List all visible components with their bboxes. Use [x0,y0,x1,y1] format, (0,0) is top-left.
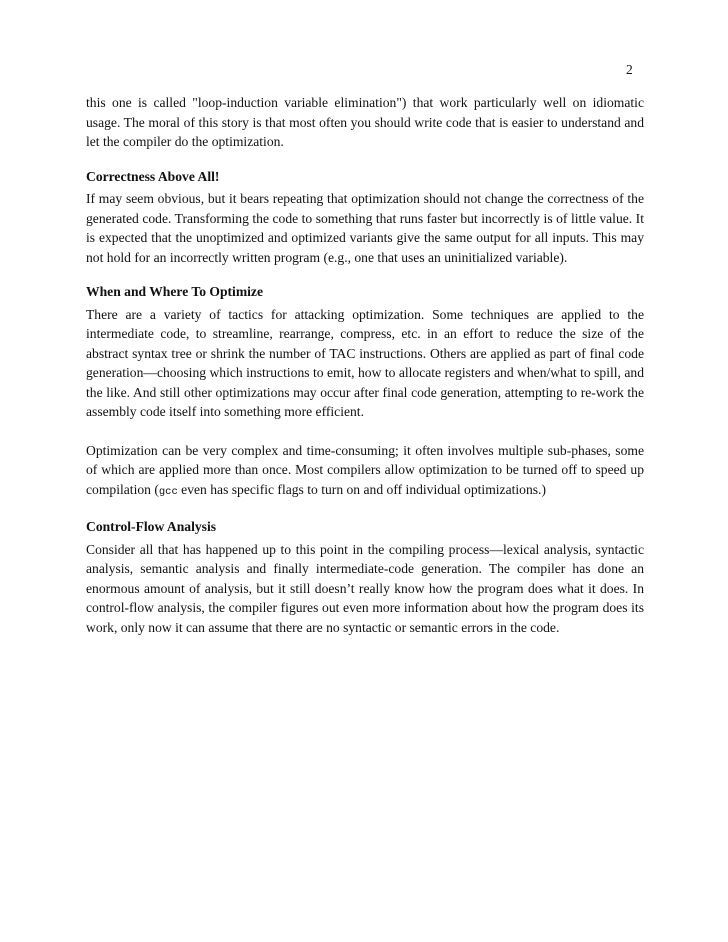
when-where-paragraph-2 [86,441,644,503]
correctness-paragraph: If may seem obvious, but it bears repeating that optimization should not change the correctness of the generated code. Transforming the code to something that runs faster but incorrectly is of little value. It is expected that the unoptimized and optimized variants give the same output for all inputs. This may not hold for an incorrectly written program (e.g., one that uses an uninitialized variable). [86,191,644,265]
gcc-code: gcc [158,485,178,498]
control-flow-paragraph: Consider all that has happened up to this point in the compiling process—lexical analysis, syntactic analysis, semantic analysis and finally intermediate-code generation. The compiler has done an enormous amount of analysis, but it still doesn’t really know how the program does what it does. In control-flow analysis, the compiler figures out even more information about how the program does its work, only now it can assume that there are no syntactic or semantic errors in the code. [86,541,644,635]
heading-control-flow: Control-Flow Analysis [86,519,217,534]
paragraph-text: Optimization can be very complex and time-consuming; it often involves multiple sub-phases, some of which are applied more than once. Most compilers allow optimization to be turned off to speed up compilation ( [86,442,644,497]
page-number: 2 [626,62,633,77]
document-body [86,93,644,637]
paragraph-text: even has specific flags to turn on and off individual optimizations.) [177,481,546,497]
heading-correctness: Correctness Above All! [86,168,220,184]
heading-when-where: When and Where To Optimize [86,284,263,299]
intro-paragraph: this one is called "loop-induction variable elimination") that work particularly well on idiomatic usage. The moral of this story is that most often you should write code that is easier to understand and let the compiler do the optimization. [86,95,644,149]
when-where-paragraph-1: There are a variety of tactics for attacking optimization. Some techniques are applied to the intermediate code, to streamline, rearrange, compress, etc. in an effort to reduce the size of the abstract syntax tree or shrink the number of TAC instructions. Others are applied as part of final code generation—choosing which instructions to emit, how to allocate registers and when/what to spill, and the like. And still other optimizations may occur after final code generation, attempting to re-work the assembly code itself into something more efficient. [86,306,644,419]
